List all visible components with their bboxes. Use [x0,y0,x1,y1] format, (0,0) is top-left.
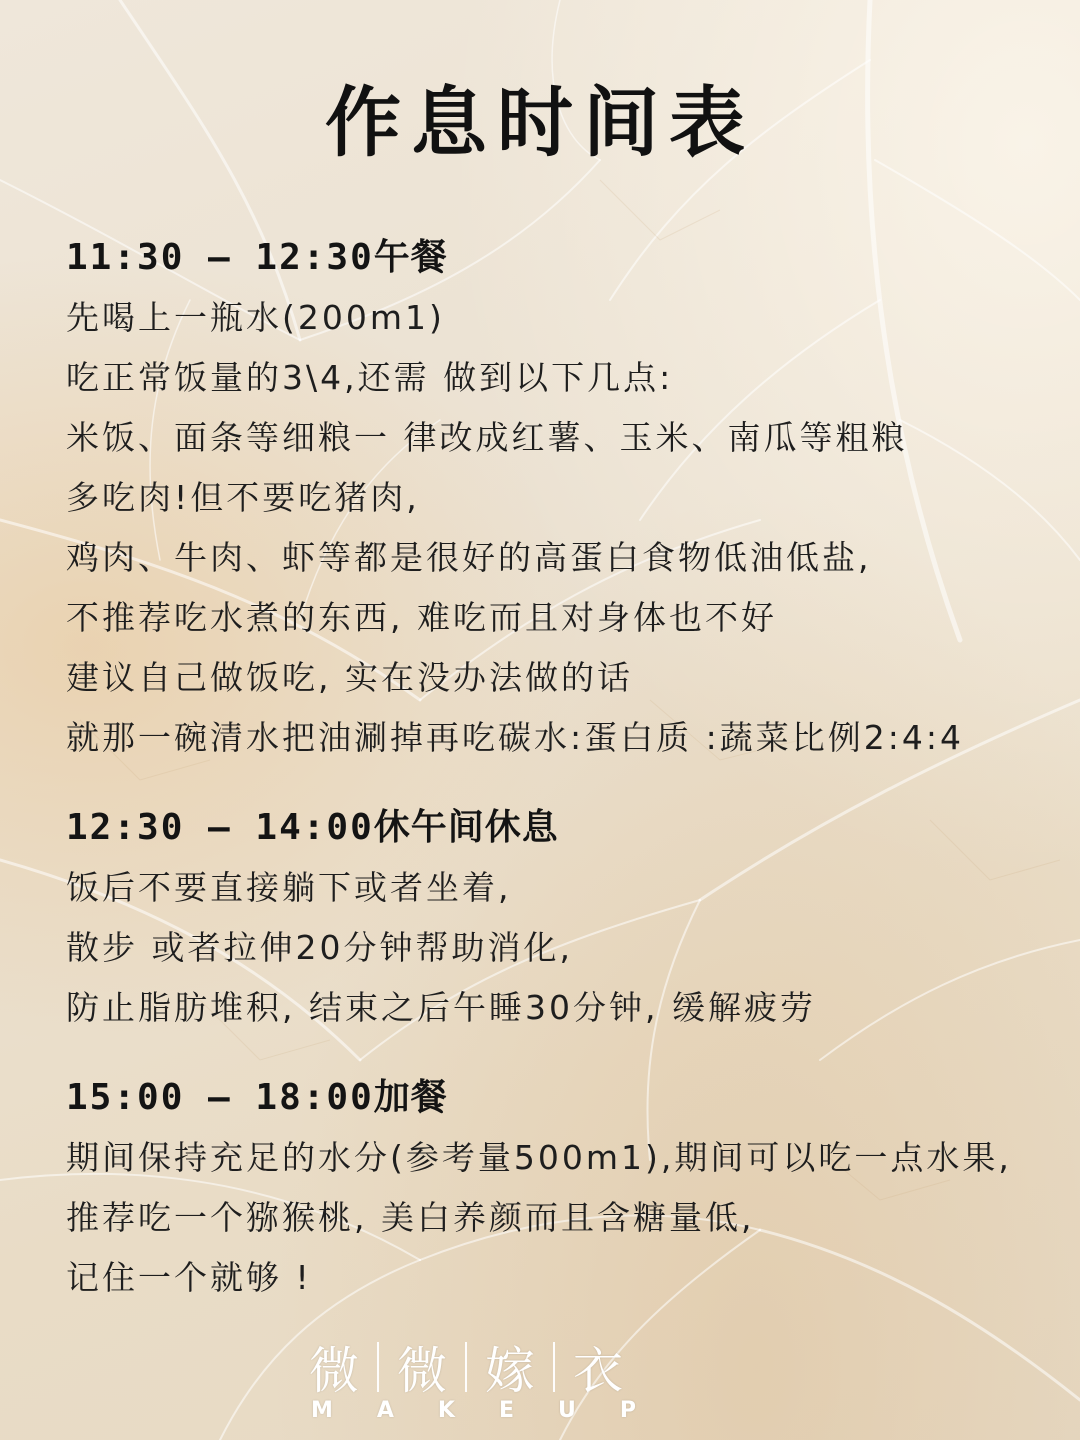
section-line: 饭后不要直接躺下或者坐着, [66,868,512,907]
brand-logo-char: 衣 [573,1342,623,1400]
section-line: 建议自己做饭吃, 实在没办法做的话 [66,658,633,697]
section-line: 推荐吃一个猕猴桃, 美白养颜而且含糖量低, [66,1198,755,1237]
section-line: 防止脂肪堆积, 结束之后午睡30分钟, 缓解疲劳 [66,988,816,1027]
brand-logo-subtitle: MAKEUP [311,1398,680,1423]
brand-logo-char: 微 [309,1342,359,1400]
page-title: 作息时间表 [325,78,755,167]
brand-logo-char: 微 [397,1342,447,1400]
schedule-section-snack [66,1068,1066,1308]
brand-logo-divider [553,1342,555,1392]
schedule-section-nap [66,798,1066,1038]
section-line: 先喝上一瓶水(200m1) [66,298,445,337]
section-time: 11:30 — 12:30 [66,237,374,278]
section-label: 加餐 [373,1077,448,1118]
brand-logo-divider [377,1342,379,1392]
section-time: 12:30 — 14:00 [66,807,374,848]
section-label: 休午间休息 [373,807,559,848]
section-line: 就那一碗清水把油涮掉再吃碳水:蛋白质 :蔬菜比例2:4:4 [66,718,964,757]
section-line: 吃正常饭量的3\4,还需 做到以下几点: [66,358,674,397]
section-label: 午餐 [373,237,448,278]
section-heading [66,228,1066,288]
section-time: 15:00 — 18:00 [66,1077,374,1118]
brand-logo-divider [465,1342,467,1392]
section-line: 散步 或者拉伸20分钟帮助消化, [66,928,573,967]
section-line: 多吃肉!但不要吃猪肉, [66,478,420,517]
brand-logo-char: 嫁 [485,1342,535,1400]
brand-logo-chars [305,1336,635,1398]
section-line: 不推荐吃水煮的东西, 难吃而且对身体也不好 [66,598,777,637]
section-line: 记住一个就够 ! [66,1258,312,1297]
schedule-section-lunch [66,228,1066,768]
section-heading [66,1068,1066,1128]
section-line: 米饭、面条等细粮一 律改成红薯、玉米、南瓜等粗粮 [66,418,908,457]
brand-logo [305,1336,680,1426]
section-line: 期间保持充足的水分(参考量500m1),期间可以吃一点水果, [66,1138,1012,1177]
section-line: 鸡肉、牛肉、虾等都是很好的高蛋白食物低油低盐, [66,538,872,577]
section-heading [66,798,1066,858]
